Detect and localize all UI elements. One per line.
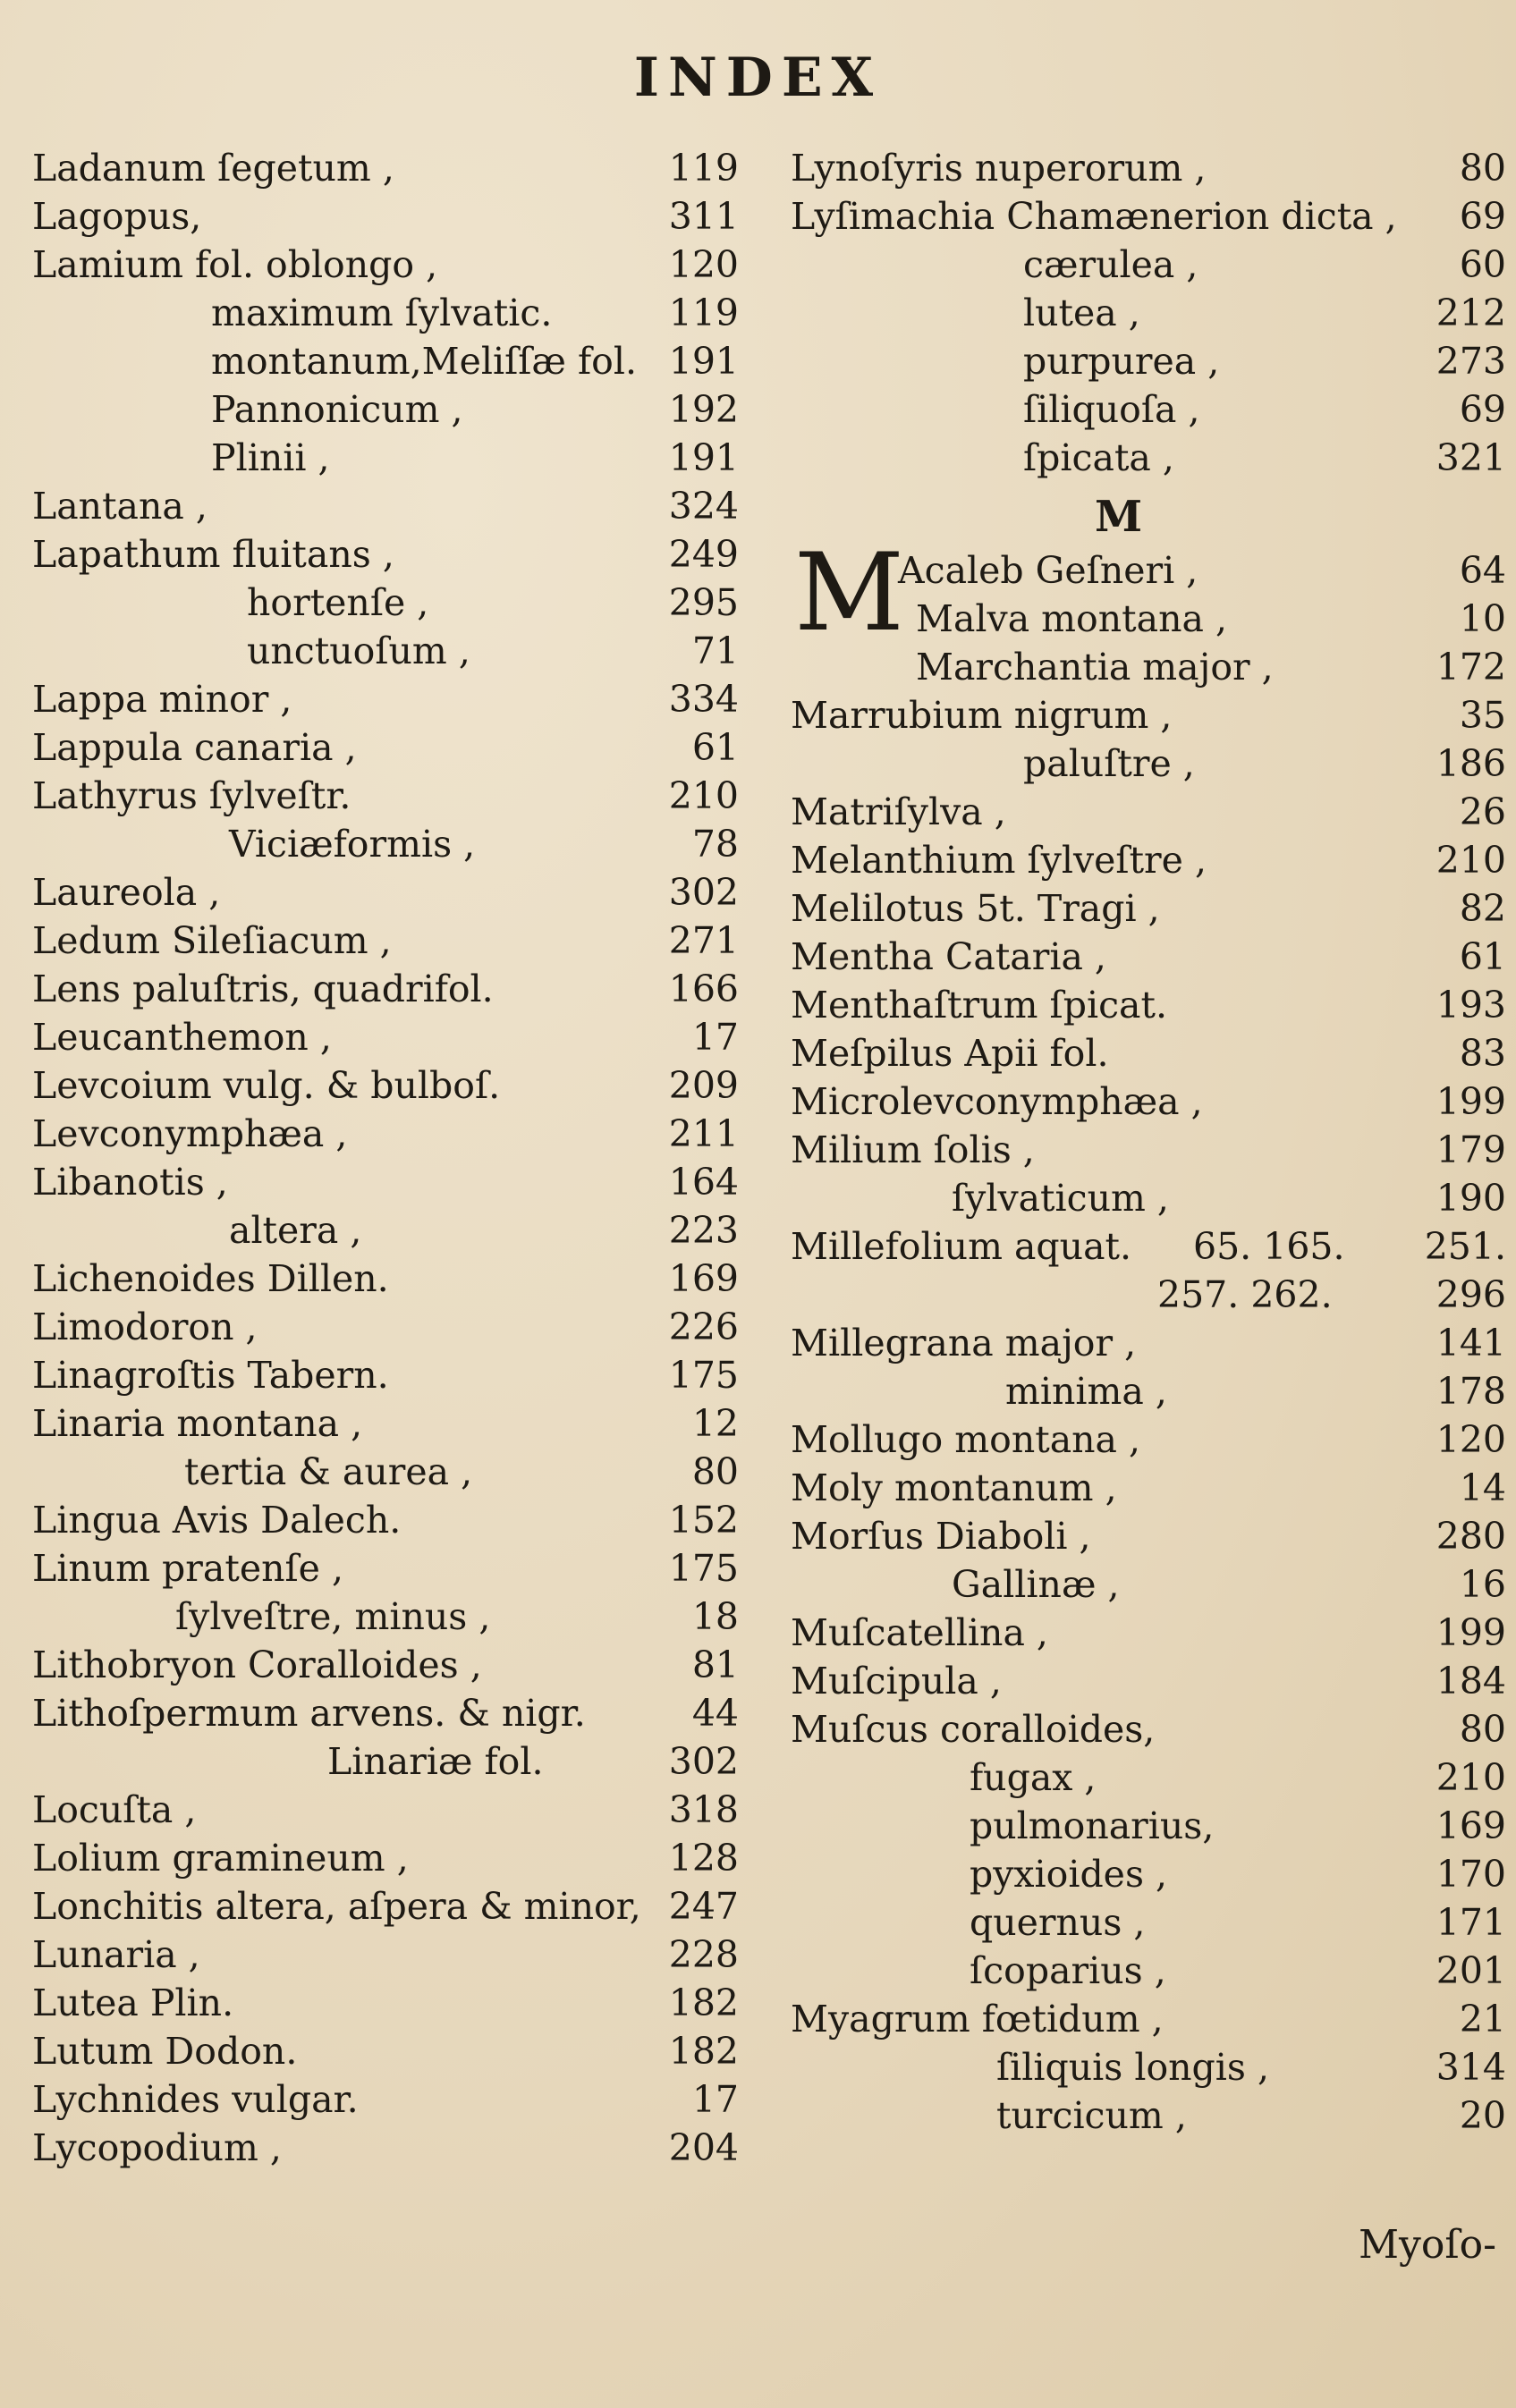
index-page-number: 209 (668, 1064, 739, 1107)
index-term: Pannonicum , (211, 388, 463, 431)
index-entry (32, 1302, 748, 1350)
index-entry (32, 1736, 748, 1785)
index-term: Moly montanum , (791, 1466, 1117, 1509)
index-term: ſcoparius , (970, 1949, 1166, 1992)
index-page-number: 179 (1436, 1128, 1506, 1171)
index-entry (32, 1592, 748, 1640)
index-page-number: 120 (668, 243, 739, 286)
index-term: Lappula canaria , (32, 726, 357, 769)
index-page-number: 314 (1436, 2046, 1506, 2089)
index-term: Marrubium nigrum , (791, 694, 1173, 737)
index-page-number: 321 (1436, 436, 1506, 479)
index-term: Muſcus coralloides, (791, 1708, 1156, 1751)
index-entry (791, 642, 1506, 690)
index-term: Matriſylva , (791, 790, 1006, 833)
index-page-number: 296 (1436, 1273, 1506, 1316)
index-term: turcicum , (996, 2094, 1187, 2137)
index-term: ſiliquoſa , (1023, 388, 1200, 431)
index-term: Acaleb Geſneri , (898, 549, 1198, 592)
index-entry (32, 529, 748, 578)
index-term: Lunaria , (32, 1933, 200, 1976)
index-page-number: 210 (1436, 839, 1506, 882)
index-page-number: 80 (1459, 1708, 1506, 1751)
index-entry (32, 1109, 748, 1157)
index-page-number: 211 (668, 1112, 739, 1155)
index-term: Lutea Plin. (32, 1981, 234, 2024)
index-entry (791, 2042, 1506, 2091)
index-term: Marchantia major , (916, 646, 1274, 689)
index-term: Linaria montana , (32, 1402, 363, 1445)
index-entry (791, 980, 1506, 1028)
index-page-number: 71 (691, 629, 739, 672)
index-page-number: 164 (668, 1161, 739, 1204)
index-entry (32, 1640, 748, 1688)
index-term: pyxioides , (970, 1853, 1168, 1896)
index-page-number: 228 (668, 1933, 739, 1976)
index-term: Linum pratenſe , (32, 1547, 343, 1590)
index-entry (791, 1221, 1506, 1270)
index-term: Lens paluſtris, quadrifol. (32, 967, 494, 1010)
index-term: purpurea , (1023, 340, 1220, 383)
index-term: Linariæ fol. (327, 1740, 544, 1783)
index-term: Lantana , (32, 485, 207, 528)
index-page-number: 191 (668, 436, 739, 479)
index-term: Lithobryon Coralloides , (32, 1643, 482, 1686)
index-page-number: 82 (1459, 887, 1506, 930)
index-entry (32, 722, 748, 771)
index-entry (32, 1157, 748, 1205)
index-entry (32, 2026, 748, 2074)
index-entry (791, 690, 1506, 739)
index-page-number: 78 (691, 823, 739, 866)
index-term: Lagopus, (32, 195, 202, 238)
index-page-number: 81 (691, 1643, 739, 1686)
index-extra-pages: 257. 262. (1157, 1273, 1333, 1316)
index-page-number: 311 (668, 195, 739, 238)
index-entry (32, 1398, 748, 1447)
index-term: Levconymphæa , (32, 1112, 348, 1155)
index-term: Leucanthemon , (32, 1016, 332, 1059)
index-term: Linagroſtis Tabern. (32, 1354, 389, 1397)
index-term: Libanotis , (32, 1161, 228, 1204)
index-term: Morſus Diaboli , (791, 1515, 1091, 1558)
index-term: Lappa minor , (32, 678, 292, 721)
index-term: fugax , (970, 1756, 1097, 1799)
index-entry (791, 143, 1506, 191)
index-term: Lithoſpermum arvens. & nigr. (32, 1692, 586, 1735)
index-term: ſiliquis longis , (996, 2046, 1270, 2089)
index-entry (32, 336, 748, 384)
index-page-number: 210 (1436, 1756, 1506, 1799)
index-page-number: 175 (668, 1547, 739, 1590)
index-entry (32, 2123, 748, 2171)
index-page-number: 61 (691, 726, 739, 769)
index-page-number: 226 (668, 1305, 739, 1348)
index-entry (32, 1254, 748, 1302)
index-entry (791, 384, 1506, 433)
index-term: paluſtre , (1023, 742, 1195, 785)
index-term: Locuſta , (32, 1788, 197, 1831)
index-term: Millegrana major , (791, 1322, 1137, 1365)
index-entry (791, 1946, 1506, 1994)
index-entry (32, 819, 748, 867)
index-term: Viciæformis , (229, 823, 476, 866)
index-entry (791, 1704, 1506, 1753)
index-page-number: 223 (668, 1209, 739, 1252)
index-page-number: 182 (668, 2030, 739, 2073)
index-term: Lapathum fluitans , (32, 533, 394, 576)
index-term: pulmonarius, (970, 1804, 1215, 1847)
index-entry (791, 1753, 1506, 1801)
index-page-number: 17 (691, 1016, 739, 1059)
index-page-number: 302 (668, 871, 739, 914)
index-page-number: 249 (668, 533, 739, 576)
index-page-number: 120 (1436, 1418, 1506, 1461)
index-page-number: 178 (1436, 1370, 1506, 1413)
index-term: Lynoſyris nuperorum , (791, 147, 1207, 190)
index-term: Millefolium aquat. (791, 1225, 1132, 1268)
index-entry (791, 1463, 1506, 1511)
index-term: Malva montana , (916, 597, 1227, 640)
index-page-number: 175 (668, 1354, 739, 1397)
index-page-number: 199 (1436, 1080, 1506, 1123)
index-term: Menthaſtrum ſpicat. (791, 984, 1167, 1027)
index-page-number: 119 (668, 291, 739, 334)
index-entry (32, 1785, 748, 1833)
index-entry (32, 1447, 748, 1495)
index-term: Laureola , (32, 871, 221, 914)
index-entry (32, 578, 748, 626)
index-entry (791, 1511, 1506, 1559)
index-page-number: 21 (1459, 1998, 1506, 2040)
index-entry (791, 594, 1506, 642)
index-page-number: 318 (668, 1788, 739, 1831)
index-term: Lycopodium , (32, 2126, 282, 2169)
index-entry (791, 787, 1506, 835)
index-page-number: 171 (1436, 1901, 1506, 1944)
index-term: Gallinæ , (952, 1563, 1120, 1606)
index-page-number: 212 (1436, 291, 1506, 334)
index-entry (32, 288, 748, 336)
index-entry (32, 771, 748, 819)
index-page-number: 273 (1436, 340, 1506, 383)
index-entry (791, 1077, 1506, 1125)
index-entry (791, 1994, 1506, 2042)
index-page-number: 247 (668, 1885, 739, 1928)
index-page-number: 10 (1459, 597, 1506, 640)
index-entry (32, 433, 748, 481)
index-entry (791, 1028, 1506, 1077)
index-page-number: 271 (668, 919, 739, 962)
index-term: Lolium gramineum , (32, 1837, 409, 1880)
index-page-number: 69 (1459, 195, 1506, 238)
index-entry (32, 240, 748, 288)
index-term: Plinii , (211, 436, 330, 479)
index-entry (32, 1688, 748, 1736)
index-term: Lychnides vulgar. (32, 2078, 359, 2121)
index-entry (791, 883, 1506, 932)
index-page-number: 251. (1424, 1225, 1506, 1268)
index-entry (791, 191, 1506, 240)
index-page-number: 61 (1459, 935, 1506, 978)
index-term: ſylvaticum , (952, 1177, 1169, 1220)
index-page-number: 324 (668, 485, 739, 528)
index-entry (32, 674, 748, 722)
index-entry (791, 1801, 1506, 1849)
index-term: altera , (229, 1209, 362, 1252)
index-term: unctuoſum , (247, 629, 470, 672)
index-term: Lonchitis altera, aſpera & minor, (32, 1885, 641, 1928)
index-page-number: 80 (1459, 147, 1506, 190)
index-page-number: 152 (668, 1499, 739, 1542)
index-page-number: 191 (668, 340, 739, 383)
index-entry (32, 626, 748, 674)
m-section-entries (791, 531, 1506, 2139)
index-entry (791, 1270, 1506, 1318)
section-letter: M (1095, 492, 1143, 542)
index-term: Lutum Dodon. (32, 2030, 298, 2073)
index-entry (32, 964, 748, 1012)
index-page-number: 190 (1436, 1177, 1506, 1220)
index-term: hortenſe , (247, 581, 429, 624)
index-entry (32, 1205, 748, 1254)
index-entry (791, 1318, 1506, 1366)
index-term: Muſcipula , (791, 1660, 1002, 1702)
drop-cap: M (794, 531, 904, 655)
index-term: montanum,Meliſſæ fol. (211, 340, 638, 383)
index-page-number: 60 (1459, 243, 1506, 286)
index-term: Lichenoides Dillen. (32, 1257, 389, 1300)
index-page-number: 12 (691, 1402, 739, 1445)
left-column (32, 143, 748, 2171)
page-title: INDEX (633, 46, 883, 109)
index-term: minima , (1005, 1370, 1167, 1413)
index-term: tertia & aurea , (184, 1450, 473, 1493)
index-entry (791, 1656, 1506, 1704)
index-page-number: 170 (1436, 1853, 1506, 1896)
index-page-number: 20 (1459, 2094, 1506, 2137)
index-entry (791, 739, 1506, 787)
index-entry (32, 1978, 748, 2026)
index-entry (791, 1849, 1506, 1897)
index-term: cærulea , (1023, 243, 1198, 286)
index-term: Lamium fol. oblongo , (32, 243, 438, 286)
index-term: Milium ſolis , (791, 1128, 1035, 1171)
index-entry (791, 1173, 1506, 1221)
index-term: Lathyrus ſylveſtr. (32, 774, 351, 817)
index-entry (32, 1060, 748, 1109)
index-entry (32, 867, 748, 916)
index-entry (791, 1366, 1506, 1415)
index-term: Limodoron , (32, 1305, 258, 1348)
index-term: lutea , (1023, 291, 1140, 334)
index-entry (32, 1833, 748, 1881)
index-entry (791, 336, 1506, 384)
index-page-number: 184 (1436, 1660, 1506, 1702)
index-term: Lyſimachia Chamænerion dicta , (791, 195, 1397, 238)
index-term: maximum ſylvatic. (211, 291, 553, 334)
index-page-number: 141 (1436, 1322, 1506, 1365)
index-entry (32, 1350, 748, 1398)
index-extra-pages: 65. 165. (1193, 1225, 1345, 1268)
index-term: ſylveſtre, minus , (175, 1595, 491, 1638)
index-entry (32, 2074, 748, 2123)
index-term: Mollugo montana , (791, 1418, 1141, 1461)
index-entry (32, 916, 748, 964)
index-entry (32, 384, 748, 433)
index-entry (791, 240, 1506, 288)
index-term: Muſcatellina , (791, 1611, 1048, 1654)
right-column (791, 143, 1506, 2139)
index-page-number: 169 (1436, 1804, 1506, 1847)
index-entry (791, 1559, 1506, 1608)
index-page-number: 17 (691, 2078, 739, 2121)
index-page-number: 16 (1459, 1563, 1506, 1606)
index-page-number: 199 (1436, 1611, 1506, 1654)
index-page-number: 128 (668, 1837, 739, 1880)
index-entry (791, 545, 1506, 594)
index-page-number: 204 (668, 2126, 739, 2169)
index-term: Ledum Sileſiacum , (32, 919, 392, 962)
index-page-number: 69 (1459, 388, 1506, 431)
index-page-number: 172 (1436, 646, 1506, 689)
index-page-number: 186 (1436, 742, 1506, 785)
index-page-number: 166 (668, 967, 739, 1010)
index-page-number: 14 (1459, 1466, 1506, 1509)
index-page-number: 193 (1436, 984, 1506, 1027)
index-entry (791, 1125, 1506, 1173)
index-page-number: 18 (691, 1595, 739, 1638)
index-entry (791, 2091, 1506, 2139)
index-page-number: 44 (691, 1692, 739, 1735)
index-entry (32, 1881, 748, 1930)
index-term: Meſpilus Apii fol. (791, 1032, 1109, 1075)
index-entry (32, 481, 748, 529)
index-page-number: 201 (1436, 1949, 1506, 1992)
index-page-number: 169 (668, 1257, 739, 1300)
index-term: Lingua Avis Dalech. (32, 1499, 402, 1542)
index-entry (791, 932, 1506, 980)
index-page-number: 210 (668, 774, 739, 817)
index-entry (791, 288, 1506, 336)
index-term: Melilotus 5t. Tragi , (791, 887, 1160, 930)
index-entry (32, 191, 748, 240)
index-page-number: 302 (668, 1740, 739, 1783)
index-page-number: 35 (1459, 694, 1506, 737)
index-page-number: 26 (1459, 790, 1506, 833)
index-term: quernus , (970, 1901, 1146, 1944)
index-entry (32, 1012, 748, 1060)
index-term: Mentha Cataria , (791, 935, 1106, 978)
catchword: Myoſo- (1358, 2222, 1496, 2268)
index-entry (791, 1897, 1506, 1946)
index-term: Levcoium vulg. & bulboſ. (32, 1064, 501, 1107)
index-term: Microlevconymphæa , (791, 1080, 1203, 1123)
index-page-number: 280 (1436, 1515, 1506, 1558)
index-page-number: 83 (1459, 1032, 1506, 1075)
index-term: Myagrum fœtidum , (791, 1998, 1164, 2040)
index-entry (32, 143, 748, 191)
index-page-number: 295 (668, 581, 739, 624)
index-term: ſpicata , (1023, 436, 1174, 479)
index-page-number: 64 (1459, 549, 1506, 592)
index-term: Melanthium ſylveſtre , (791, 839, 1207, 882)
index-entry (791, 433, 1506, 481)
index-entry (32, 1495, 748, 1543)
index-entry (791, 1608, 1506, 1656)
index-entry (32, 1930, 748, 1978)
index-entry (791, 1415, 1506, 1463)
index-page-number: 334 (668, 678, 739, 721)
index-page-number: 119 (668, 147, 739, 190)
index-term: Ladanum ſegetum , (32, 147, 394, 190)
index-page-number: 192 (668, 388, 739, 431)
index-entry (791, 835, 1506, 883)
index-page-number: 182 (668, 1981, 739, 2024)
index-entry (32, 1543, 748, 1592)
index-page-number: 80 (691, 1450, 739, 1493)
